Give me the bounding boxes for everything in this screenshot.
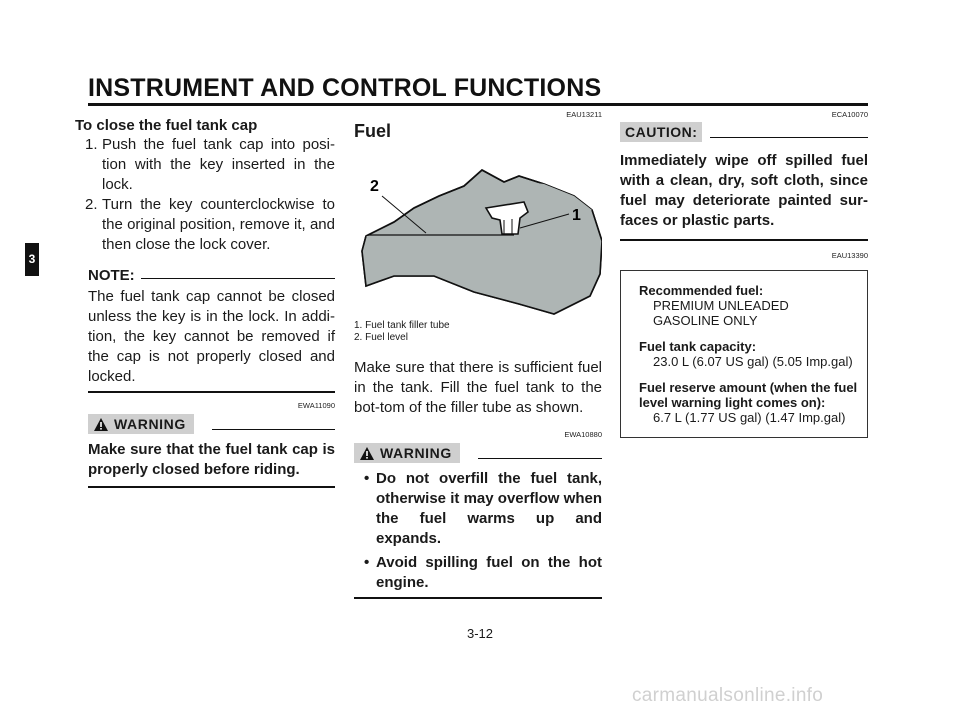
bullet-text: Do not overfill the fuel tank, otherwise it may overflow when the fuel warms up and expands.: [376, 470, 602, 547]
warning-header: [354, 443, 602, 463]
section-code: EAU13211: [566, 110, 602, 119]
warning-triangle-icon: [360, 447, 374, 460]
spec-value: PREMIUM UNLEADED: [653, 298, 789, 313]
section-heading-close-cap: To close the fuel tank cap: [75, 117, 258, 134]
chapter-tab: 3: [25, 243, 39, 276]
caution-code: ECA10070: [831, 110, 868, 119]
fuel-tank-illustration: [354, 146, 602, 316]
bullet-text: Avoid spilling fuel on the hot engine.: [376, 554, 602, 591]
warning-badge: [88, 414, 194, 434]
warning-code: EWA11090: [297, 401, 335, 410]
section-title-fuel: Fuel: [354, 121, 392, 141]
spec-value: 23.0 L (6.07 US gal) (5.05 Imp.gal): [653, 354, 853, 369]
watermark: carmanualsonline.info: [632, 685, 824, 706]
header-rule: [88, 103, 868, 106]
caution-text: Immediately wipe off spilled fuel with a clean, dry, soft cloth, since fuel may deteriorate painted sur-faces or plastic parts.: [620, 152, 868, 229]
spec-code: EAU13390: [831, 251, 868, 260]
bullet-item: • Do not overfill the fuel tank, otherwise it may overflow when the fuel warms up and expands.: [364, 470, 602, 547]
callout-label-1: 1: [572, 207, 581, 224]
warning-code: EWA10880: [564, 430, 602, 439]
spec-value: GASOLINE ONLY: [653, 313, 758, 328]
column-middle: [354, 110, 602, 599]
bullet-item: • Avoid spilling fuel on the hot engine.: [364, 554, 602, 591]
step-item: [75, 135, 335, 195]
step-text: Push the fuel tank cap into posi-tion with the key inserted in the lock.: [102, 136, 335, 193]
page-header-title: INSTRUMENT AND CONTROL FUNCTIONS: [88, 74, 602, 102]
warning-bottom-rule: [354, 597, 602, 599]
spec-group-capacity: [639, 339, 859, 369]
caution-rule: [710, 137, 868, 138]
column-right: [620, 110, 868, 438]
caption-item: 1. Fuel tank filler tube: [354, 320, 450, 331]
warning-header: [88, 414, 335, 434]
step-item: [75, 195, 335, 255]
caption-item: 2. Fuel level: [354, 332, 408, 343]
warning-label: WARNING: [114, 416, 186, 432]
spec-group-reserve: [639, 380, 859, 425]
fuel-spec-box: [620, 270, 868, 438]
page-number: 3-12: [466, 626, 494, 641]
spec-label: Recommended fuel:: [639, 283, 764, 298]
warning-badge: [354, 443, 460, 463]
note-header: [88, 267, 335, 284]
note-text: The fuel tank cap cannot be closed unless the key is in the lock. In addi-tion, the key cannot be removed if the cap is not properly closed and locked.: [88, 288, 335, 385]
step-text: Turn the key counterclockwise to the original position, remove it, and then close the lock cover.: [102, 196, 335, 253]
spec-group-fuel: [639, 283, 859, 328]
spec-label: Fuel reserve amount (when the fuel: [639, 380, 858, 395]
column-left: [75, 117, 335, 488]
warning-triangle-icon: [94, 418, 108, 431]
step-number: 2.: [85, 196, 98, 213]
spec-value: 6.7 L (1.77 US gal) (1.47 Imp.gal): [653, 410, 846, 425]
warning-rule: [478, 458, 602, 459]
spec-label: level warning light comes on):: [639, 395, 826, 410]
step-number: 1.: [85, 136, 98, 153]
callout-label-2: 2: [370, 178, 379, 195]
warning-bullets: [354, 469, 602, 593]
caution-badge: CAUTION:: [620, 122, 702, 142]
note-bottom-rule: [88, 391, 335, 393]
steps-list: [75, 135, 335, 255]
note-rule: [141, 278, 335, 279]
caution-bottom-rule: [620, 239, 868, 241]
caution-header: [620, 122, 868, 142]
spec-label: Fuel tank capacity:: [639, 339, 757, 354]
figure-captions: [354, 320, 602, 344]
note-label: NOTE:: [88, 267, 135, 284]
fuel-instructions: Make sure that there is sufficient fuel in the tank. Fill the fuel tank to the bot-tom of the filler tube as shown.: [354, 359, 602, 416]
warning-rule: [212, 429, 335, 430]
warning-bottom-rule: [88, 486, 335, 488]
warning-text: Make sure that the fuel tank cap is properly closed before riding.: [88, 441, 335, 478]
warning-label: WARNING: [380, 445, 452, 461]
